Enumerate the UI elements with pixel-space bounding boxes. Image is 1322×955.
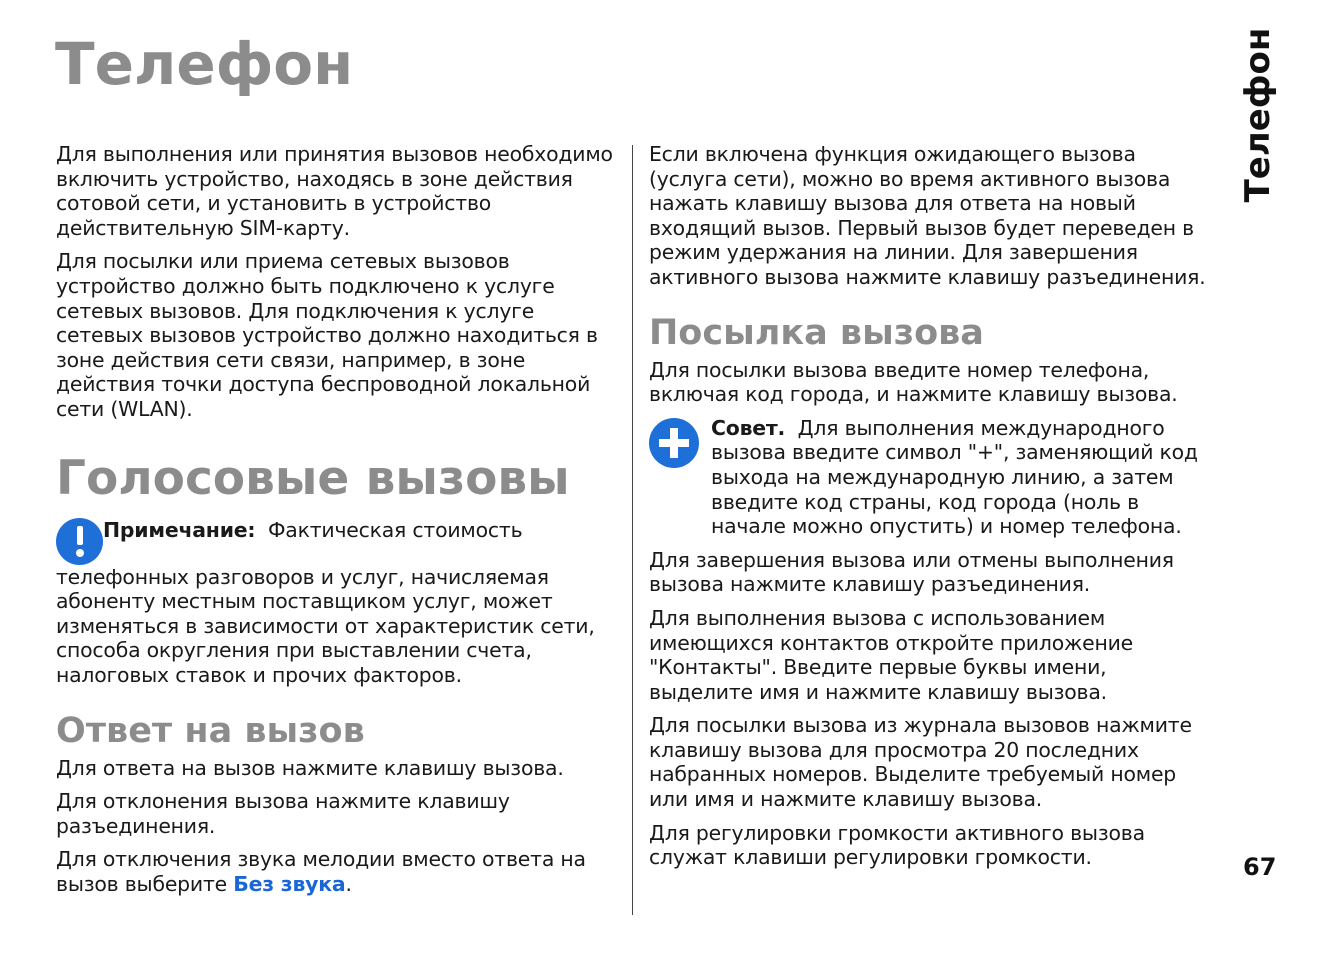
side-tab: [1238, 27, 1278, 203]
intro-paragraph: Для выполнения или принятия вызовов необходимо включить устройство, находясь в зоне действия сотовой сети, и установить в устройство действительную SIM-карту.: [56, 142, 613, 240]
answer-call-heading: Ответ на вызов: [56, 710, 365, 751]
note-text: Фактическая стоимость телефонных разговоров и услуг, начисляемая абоненту местным поставщиком услуг, может изменяться в зависимости от характеристик сети, способа округления при выставлении счета, налоговых ставок и прочих факторов.: [56, 517, 595, 687]
make-call-heading: Посылка вызова: [649, 312, 984, 353]
tip-paragraph: [711, 416, 1209, 539]
mute-text: Для отключения звука мелодии вместо ответа на вызов выберите: [56, 847, 586, 896]
mute-text-end: .: [345, 871, 352, 896]
intro-paragraph: Для посылки или приема сетевых вызовов устройство должно быть подключено к услуге сетевых вызовов. Для подключения к услуге сетевых вызовов устройство должно находиться в зоне действия сети связи, например, в зоне действия точки доступа беспроводной локальной сети (WLAN).: [56, 249, 598, 421]
left-column: [56, 142, 621, 905]
tip-block: [649, 416, 1209, 539]
mute-paragraph: [56, 847, 621, 896]
note-block: [56, 518, 621, 688]
answer-paragraph: Для отклонения вызова нажмите клавишу разъединения.: [56, 789, 510, 838]
tip-label: Совет.: [711, 415, 786, 440]
plus-icon: [649, 418, 699, 468]
log-call-paragraph: Для посылки вызова из журнала вызовов нажмите клавишу вызова для просмотра 20 последних набранных номеров. Выделите требуемый номер или имя и нажмите клавишу вызова.: [649, 713, 1192, 812]
note-label: Примечание:: [103, 517, 256, 542]
page-title: Телефон: [55, 30, 354, 98]
end-call-paragraph: Для завершения вызова или отмены выполнения вызова нажмите клавишу разъединения.: [649, 547, 1174, 597]
answer-paragraph: Для ответа на вызов нажмите клавишу вызова.: [56, 755, 564, 780]
side-tab-label: Телефон: [1238, 27, 1278, 203]
make-call-paragraph: Для посылки вызова введите номер телефона, включая код города, и нажмите клавишу вызова.: [649, 357, 1178, 407]
voice-calls-heading: Голосовые вызовы: [56, 450, 570, 506]
silence-link[interactable]: Без звука: [233, 871, 346, 896]
page-number: 67: [1243, 853, 1277, 881]
call-waiting-paragraph: Если включена функция ожидающего вызова (услуга сети), можно во время активного вызова нажать клавишу вызова для ответа на новый входящий вызов. Первый вызов будет переведен в режим удержания на линии. Для завершения активного вызова нажмите клавишу разъединения.: [649, 142, 1206, 289]
right-column: [649, 142, 1209, 879]
exclamation-icon: [56, 518, 103, 565]
tip-text: Для выполнения международного вызова введите символ "+", заменяющий код выхода на международную линию, а затем введите код страны, код города (ноль в начале можно опустить) и номер телефона.: [711, 415, 1198, 539]
column-divider: [632, 145, 633, 915]
volume-paragraph: Для регулировки громкости активного вызова служат клавиши регулировки громкости.: [649, 820, 1145, 870]
contacts-call-paragraph: Для выполнения вызова с использованием имеющихся контактов откройте приложение "Контакты". Введите первые буквы имени, выделите имя и нажмите клавишу вызова.: [649, 605, 1134, 704]
